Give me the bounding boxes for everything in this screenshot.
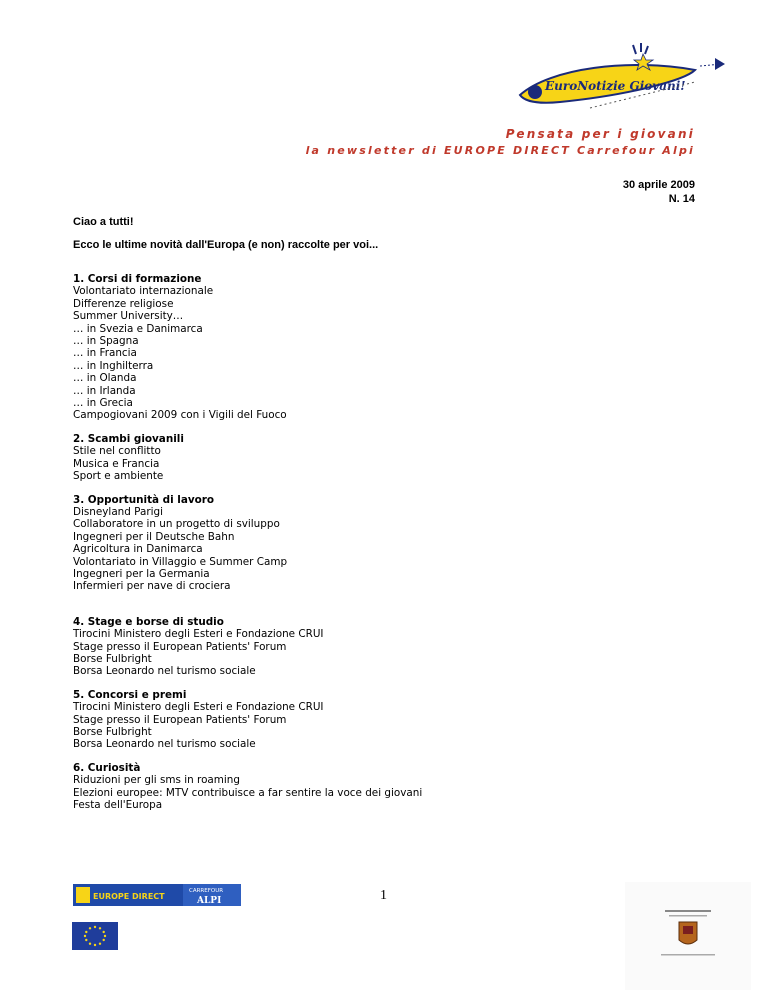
toc-link[interactable]: Stage presso il European Patients' Forum [73,640,287,653]
toc-link[interactable]: Differenze religiose [73,297,174,310]
toc-link[interactable]: Summer University… [73,310,184,323]
toc-link[interactable]: Volontariato in Villaggio e Summer Camp [73,555,288,568]
toc-link[interactable]: Riduzioni per gli sms in roaming [73,774,240,787]
section-title: 2. Scambi giovanili [73,432,184,445]
toc-link[interactable]: Musica e Francia [73,457,160,470]
toc-link[interactable]: Festa dell'Europa [73,799,163,812]
greeting: Ciao a tutti! [73,216,134,228]
section-concorsi [73,689,693,751]
toc-link[interactable]: Disneyland Parigi [73,505,163,518]
tagline-secondary: la newsletter di EUROPE DIRECT Carrefour Alpi [305,144,695,157]
section-curiosita [73,762,693,812]
section-title: 3. Opportunità di lavoro [73,493,215,506]
logo-text: EuroNotizie Giovani! [545,79,686,93]
section-title: 5. Concorsi e premi [73,688,187,701]
toc-link[interactable]: Ingegneri per il Deutsche Bahn [73,530,235,543]
toc-link[interactable]: … in Olanda [73,372,137,385]
toc-link[interactable]: Borsa Leonardo nel turismo sociale [73,738,256,751]
section-scambi [73,433,693,483]
toc-link[interactable]: … in Inghilterra [73,359,154,372]
section-title: 4. Stage e borse di studio [73,615,224,628]
issue-date: 30 aprile 2009 [622,179,695,191]
issue-number: N. 14 [668,193,695,205]
banner-europe-direct-text: EUROPE DIRECT [93,892,165,901]
tagline-primary: Pensata per i giovani [505,127,695,141]
section-stage [73,616,693,678]
crest-icon [625,882,751,990]
toc-link[interactable]: … in Svezia e Danimarca [73,322,203,335]
euronotizie-giovani-logo [510,40,725,120]
toc-link[interactable]: Tirocini Ministero degli Esteri e Fondazione CRUI [73,701,324,714]
issue-info [623,178,695,206]
toc-link[interactable]: Ingegneri per la Germania [73,567,210,580]
section-title: 6. Curiosità [73,761,141,774]
table-of-contents [73,273,693,811]
toc-link[interactable]: Elezioni europee: MTV contribuisce a far sentire la voce dei giovani [73,786,423,799]
toc-link[interactable]: Agricoltura in Danimarca [73,543,203,556]
toc-link[interactable]: Volontariato internazionale [73,285,214,298]
toc-link[interactable]: … in Grecia [73,397,133,410]
banner-alpi-text: ALPI [197,896,222,906]
toc-link[interactable]: Borsa Leonardo nel turismo sociale [73,665,256,678]
page-number: 1 [380,888,387,903]
toc-link[interactable]: Stile nel conflitto [73,445,161,458]
toc-link[interactable]: Tirocini Ministero degli Esteri e Fondazione CRUI [73,628,324,641]
toc-link[interactable]: Campogiovani 2009 con i Vigili del Fuoco [73,409,287,422]
municipal-crest [625,882,751,990]
intro-lead: Ecco le ultime novità dall'Europa (e non) raccolte per voi... [73,239,379,251]
toc-link[interactable]: Stage presso il European Patients' Forum [73,713,287,726]
section-lavoro [73,494,693,593]
section-title: 1. Corsi di formazione [73,273,202,285]
section-corsi [73,273,693,422]
toc-link[interactable]: … in Spagna [73,335,139,348]
toc-link[interactable]: Sport e ambiente [73,470,164,483]
toc-link[interactable]: Borse Fulbright [73,726,152,738]
toc-link[interactable]: Collaboratore in un progetto di sviluppo [73,518,280,531]
toc-link[interactable]: Infermieri per nave di crociera [73,580,231,593]
toc-link[interactable]: Borse Fulbright [73,652,152,665]
banner-carrefour-text: CARREFOUR [189,888,224,894]
europe-direct-banner [73,884,241,906]
toc-link[interactable]: … in Irlanda [73,384,136,397]
europe-direct-mark-icon [76,887,90,903]
toc-link[interactable]: … in Francia [73,347,137,360]
eu-flag-icon [72,922,118,950]
